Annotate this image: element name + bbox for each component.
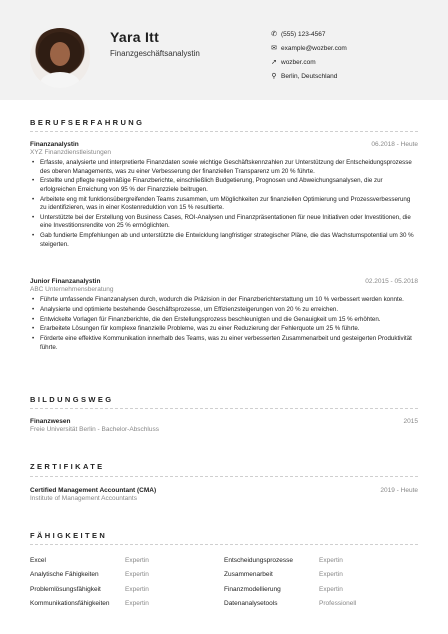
job-bullet: • Erarbeitete Lösungen für komplexe finanzielle Probleme, was zu einer Reduzierung der Fehlerquote um 25 % führte. [30,325,418,334]
job-bullet: • Förderte eine effektive Kommunikation innerhalb des Teams, was zu einer verbesserten Zusammenarbeit und gesteigerten Produktivität führte. [30,335,418,352]
job-bullet: • Führte umfassende Finanzanalysen durch, wodurch die Präzision in der Finanzberichterstattung um 10 % verbessert werden konnte. [30,296,418,305]
location-pin-icon: ⚲ [271,73,277,80]
skill-level: Expertin [125,585,149,593]
job-dates: 06.2018 - Heute [371,141,418,148]
skills-grid [30,553,418,611]
contact-location-text: Berlin, Deutschland [281,72,338,80]
education-date: 2015 [403,418,418,425]
candidate-role: Finanzgeschäftsanalystin [110,49,200,58]
avatar-shirt [40,72,80,88]
skill-row [30,582,418,597]
skill-level: Expertin [125,600,149,608]
section-divider [30,476,418,477]
mail-icon: ✉ [271,45,277,52]
header-band [0,0,448,100]
job-bullet: • Entwickelte Vorlagen für Finanzberichte, die den Erstellungsprozess beschleunigten und die Genauigkeit um 15 % erhöhten. [30,316,418,325]
skill-row [30,597,418,612]
skill-level: Expertin [125,571,149,579]
job-title: Finanzanalystin [30,141,79,148]
job-bullets [30,159,418,249]
skill-level: Expertin [319,585,343,593]
avatar-face [50,42,70,66]
skill-name: Excel [30,556,46,564]
job-entry [30,278,418,353]
skill-row [30,568,418,583]
job-bullet: • Gab fundierte Empfehlungen ab und unterstützte die Entwicklung langfristiger strategischer Pläne, die das Wachstumspotential um 30 % steigerten. [30,232,418,249]
job-bullet: • Arbeitete eng mit funktionsübergreifenden Teams zusammen, um Möglichkeiten zur finanziellen Optimierung und Prozessverbesserung zu identifizieren, was in einer Kostenreduktion von 15 % resultierte. [30,196,418,213]
skill-level: Professionell [319,600,357,608]
section-title-certificates: ZERTIFIKATE [30,462,105,471]
job-bullet: • Analysierte und optimierte bestehende Geschäftsprozesse, um Effizienzsteigerungen von 20 % zu erreichen. [30,306,418,315]
certificate-date: 2019 - Heute [380,487,418,494]
section-title-skills: FÄHIGKEITEN [30,531,108,540]
certificate-entry [30,487,418,502]
section-divider [30,131,418,132]
education-institution: Freie Universität Berlin - Bachelor-Abschluss [30,426,159,433]
job-bullets [30,296,418,352]
contact-phone-text: (555) 123-4567 [281,30,326,38]
section-title-education: BILDUNGSWEG [30,395,114,404]
education-title: Finanzwesen [30,418,71,425]
contact-website[interactable] [268,55,347,69]
contact-list [268,27,347,83]
skill-level: Expertin [319,556,343,564]
skill-name: Finanzmodellierung [224,585,281,593]
skill-name: Zusammenarbeit [224,571,273,579]
skill-name: Entscheidungsprozesse [224,556,294,564]
job-dates: 02.2015 - 05.2018 [365,278,418,285]
contact-email[interactable] [268,41,347,55]
skill-name: Analytische Fähigkeiten [30,571,99,579]
skill-level: Expertin [125,556,149,564]
job-company: ABC Unternehmensberatung [30,286,114,293]
skill-name: Kommunikationsfähigkeiten [30,600,110,608]
job-title: Junior Finanzanalystin [30,278,101,285]
link-icon: ➚ [271,59,277,66]
job-entry [30,141,418,250]
certificate-issuer: Institute of Management Accountants [30,495,137,502]
skill-name: Problemlösungsfähigkeit [30,585,101,593]
contact-website-text: wozber.com [281,58,316,66]
section-title-experience: BERUFSERFAHRUNG [30,118,145,127]
certificate-title: Certified Management Accountant (CMA) [30,487,157,494]
contact-phone[interactable] [268,27,347,41]
skill-row [30,553,418,568]
education-entry [30,418,418,433]
candidate-name: Yara Itt [110,29,160,45]
phone-icon: ✆ [271,31,277,38]
skill-name: Datenanalysetools [224,600,278,608]
job-bullet: • Erfasste, analysierte und interpretierte Finanzdaten sowie wichtige Geschäftskennzahlen zur Unterstützung der Entscheidungsprozesse des oberen Managements, was zu einer Verbesserung der finanziellen Transparenz um 20 % führte. [30,159,418,176]
avatar [30,28,90,88]
job-bullet: • Erstellte und pflegte regelmäßige Finanzberichte, einschließlich Budgetierung, Prognosen und Abweichungsanalysen, die zur erfolgreichen Erreichung von 95 % der Finanzziele beitrugen. [30,177,418,194]
section-divider [30,544,418,545]
contact-location [268,69,347,83]
job-company: XYZ Finanzdienstleistungen [30,149,111,156]
contact-email-text: example@wozber.com [281,44,347,52]
section-divider [30,408,418,409]
skill-level: Expertin [319,571,343,579]
job-bullet: • Unterstützte bei der Erstellung von Business Cases, ROI-Analysen und Finanzpräsentationen für neue Initiativen oder Investitionen, die eine Investitionsrendite von 25 % ermöglichten. [30,214,418,231]
